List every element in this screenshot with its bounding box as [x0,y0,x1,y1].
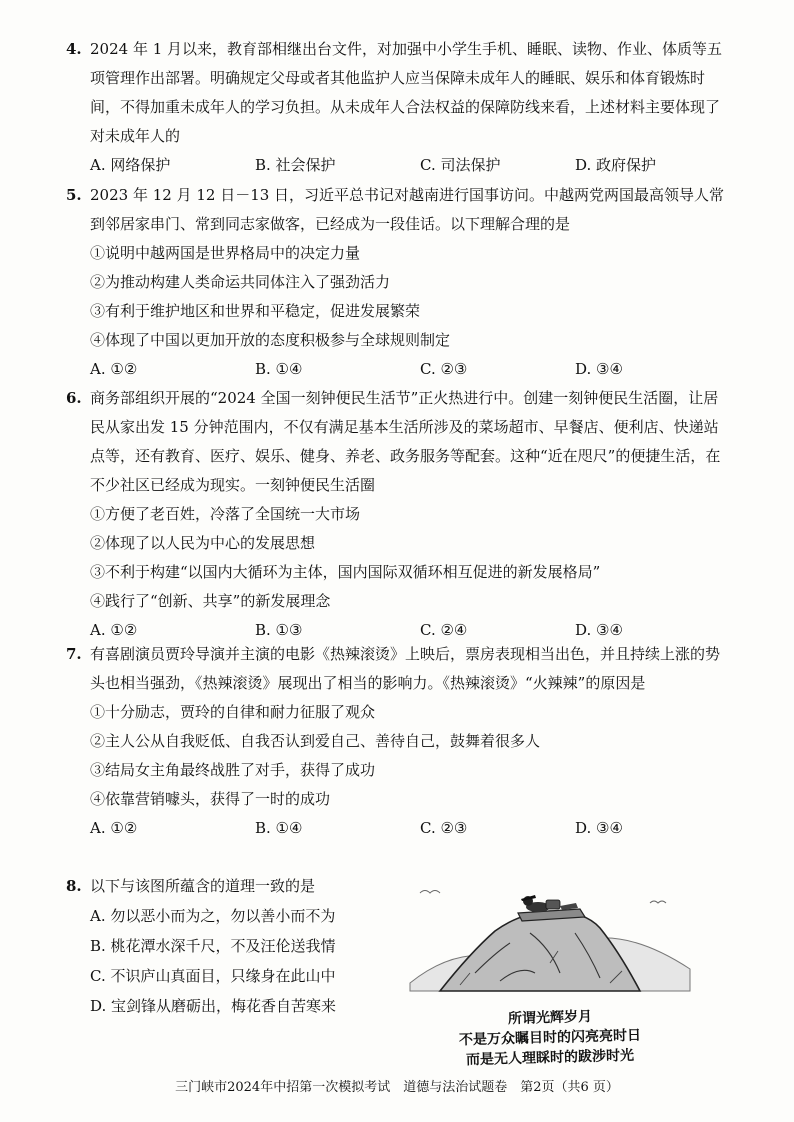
option-a: A. ①② [90,819,138,837]
statement-4: ④践行了“创新、共享”的新发展理念 [90,592,331,610]
mountain-hiker-drawing [400,873,700,1008]
question-number: 5. [66,186,82,204]
option-d: D. 政府保护 [575,156,657,174]
option-a: A. ①② [90,360,138,378]
page-footer: 三门峡市2024年中招第一次模拟考试 道德与法治试题卷 第2页（共6 页） [175,1080,619,1095]
question-7 [0,640,794,843]
question-text: 有喜剧演员贾玲导演并主演的电影《热辣滚烫》上映后，票房表现相当出色，并且持续上涨的势头也相当强劲，《热辣滚烫》展现出了相当的影响力。《热辣滚烫》“火辣辣”的原因是 [90,645,721,692]
statement-4: ④体现了中国以更加开放的态度积极参与全球规则制定 [90,331,451,349]
option-d: D. ③④ [575,621,623,639]
statement-3: ③结局女主角最终战胜了对手，获得了成功 [90,761,376,779]
option-b: B. ①④ [255,819,303,837]
question-text: 以下与该图所蕴含的道理一致的是 [90,877,316,895]
option-d: D. ③④ [575,360,623,378]
question-number: 8. [66,877,82,895]
option-c: C. 司法保护 [420,156,501,174]
option-b: B. 桃花潭水深千尺，不及汪伦送我情 [90,937,336,955]
statement-2: ②主人公从自我贬低、自我否认到爱自己、善待自己，鼓舞着很多人 [90,732,541,750]
question-text: 2023 年 12 月 12 日－13 日，习近平总书记对越南进行国事访问。中越两党两国最高领导人常到邻居家串门、常到同志家做客，已经成为一段佳话。以下理解合理的是 [90,186,725,233]
options-row [90,355,730,384]
cartoon-caption-line-2: 不是万众瞩目时的闪亮亮时日 [458,1027,642,1049]
question-text: 2024 年 1 月以来，教育部相继出台文件，对加强中小学生手机、睡眠、读物、作业、体质等五项管理作出部署。明确规定父母或者其他监护人应当保障未成年人的睡眠、娱乐和体育锻炼时间，不得加重未成年人的学习负担。从未成年人合法权益的保障防线来看，上述材料主要体现了对未成年人的 [90,40,723,145]
question-6 [0,384,794,645]
option-a: A. 网络保护 [90,156,171,174]
question-5 [0,181,794,384]
option-b: B. ①③ [255,621,303,639]
question-stem [66,181,730,239]
statement-4: ④依靠营销噱头，获得了一时的成功 [90,790,331,808]
option-c: C. ②③ [420,819,468,837]
statement-1: ①十分励志，贾玲的自律和耐力征服了观众 [90,703,376,721]
statement-3: ③有利于维护地区和世界和平稳定，促进发展繁荣 [90,302,421,320]
option-b: B. 社会保护 [255,156,336,174]
cartoon-caption-line-3: 而是无人理睬时的跋涉时光 [465,1047,635,1069]
options-row [90,814,730,843]
statement-3: ③不利于构建“以国内大循环为主体，国内国际双循环相互促进的新发展格局” [90,563,601,581]
cartoon-caption-line-1: 所谓光辉岁月 [507,1008,593,1028]
question-number: 7. [66,645,82,663]
statement-2: ②为推动构建人类命运共同体注入了强劲活力 [90,273,391,291]
question-number: 6. [66,389,82,407]
option-a: A. ①② [90,621,138,639]
statement-1: ①方便了老百姓，冷落了全国统一大市场 [90,505,361,523]
question-stem [66,872,390,901]
statement-1: ①说明中越两国是世界格局中的决定力量 [90,244,361,262]
option-c: C. 不识庐山真面目，只缘身在此山中 [90,967,336,985]
option-c: C. ②④ [420,621,468,639]
question-number: 4. [66,40,82,58]
option-d: D. 宝剑锋从磨砺出，梅花香自苦寒来 [90,997,337,1015]
options-row [90,151,730,180]
option-c: C. ②③ [420,360,468,378]
cartoon-illustration [400,873,700,1073]
question-text: 商务部组织开展的“2024 全国一刻钟便民生活节”正火热进行中。创建一刻钟便民生活圈，让居民从家出发 15 分钟范围内，不仅有满足基本生活所涉及的菜场超市、早餐店、便利店、快递站点等，还有教育、医疗、娱乐、健身、养老、政务服务等配套。这种“近在咫尺”的便捷生活，在不少社区已经成为现实。一刻钟便民生活圈 [90,389,721,494]
question-4 [0,35,794,180]
question-stem [66,35,730,151]
option-b: B. ①④ [255,360,303,378]
option-d: D. ③④ [575,819,623,837]
option-a: A. 勿以恶小而为之，勿以善小而不为 [90,907,336,925]
statement-2: ②体现了以人民为中心的发展思想 [90,534,316,552]
question-stem [66,640,730,698]
question-stem [66,384,730,500]
